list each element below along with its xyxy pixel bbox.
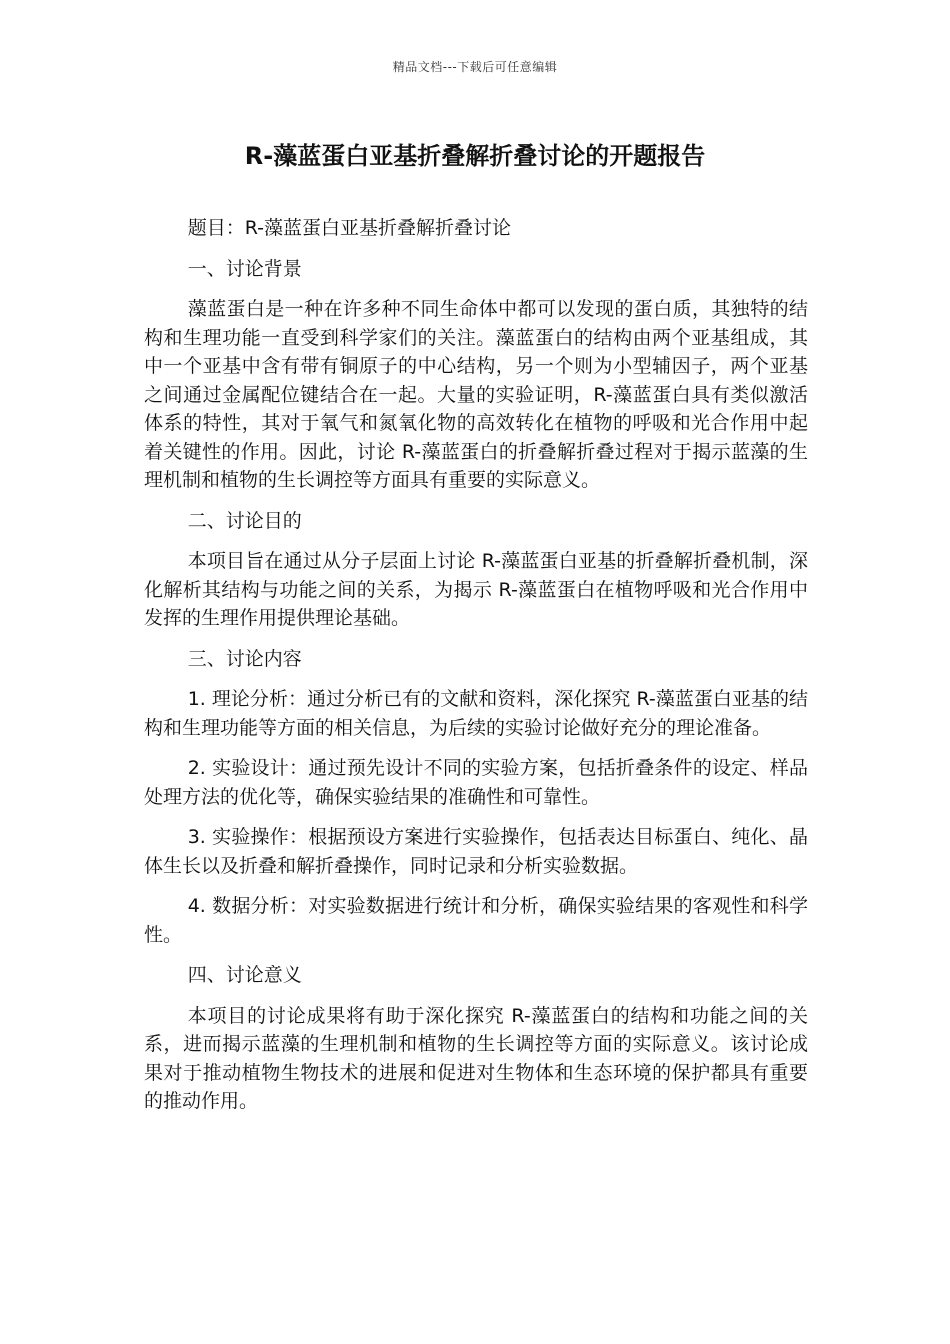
topic-line: 题目：R-藻蓝蛋白亚基折叠解折叠讨论: [187, 217, 511, 239]
section-heading-significance: 四、讨论意义: [187, 964, 302, 986]
content-item-analysis: 4. 数据分析：对实验数据进行统计和分析，确保实验结果的客观性和科学性。: [144, 895, 808, 946]
header-watermark: 精品文档---下载后可任意编辑: [392, 60, 558, 74]
document-title: R-藻蓝蛋白亚基折叠解折叠讨论的开题报告: [244, 142, 706, 170]
section-heading-content: 三、讨论内容: [187, 647, 302, 670]
background-paragraph: 藻蓝蛋白是一种在许多种不同生命体中都可以发现的蛋白质，其独特的结构和生理功能一直受到科学家们的关注。藻蓝蛋白的结构由两个亚基组成，其中一个亚基中含有带有铜原子的中心结构，另一个则为小型辅因子，两个亚基之间通过金属配位键结合在一起。大量的实验证明，R-藻蓝蛋白具有类似激活体系的特性，其对于氧气和氮氧化物的高效转化在植物的呼吸和光合作用中起着关键性的作用。因此，讨论 R-藻蓝蛋白的折叠解折叠过程对于揭示蓝藻的生理机制和植物的生长调控等方面具有重要的实际意义。: [144, 298, 808, 491]
content-item-theory: 1. 理论分析：通过分析已有的文献和资料，深化探究 R-藻蓝蛋白亚基的结构和生理功能等方面的相关信息，为后续的实验讨论做好充分的理论准备。: [144, 688, 808, 739]
significance-paragraph: 本项目的讨论成果将有助于深化探究 R-藻蓝蛋白的结构和功能之间的关系，进而揭示蓝藻的生理机制和植物的生长调控等方面的实际意义。该讨论成果对于推动植物生物技术的进展和促进对生物体和生态环境的保护都具有重要的推动作用。: [144, 1004, 808, 1112]
content-item-operation: 3. 实验操作：根据预设方案进行实验操作，包括表达目标蛋白、纯化、晶体生长以及折叠和解折叠操作，同时记录和分析实验数据。: [144, 826, 808, 877]
document-body: [144, 214, 808, 1128]
section-heading-purpose: 二、讨论目的: [187, 509, 302, 532]
section-heading-background: 一、讨论背景: [187, 257, 302, 280]
content-item-design: 2. 实验设计：通过预先设计不同的实验方案，包括折叠条件的设定、样品处理方法的优化等，确保实验结果的准确性和可靠性。: [144, 757, 808, 808]
purpose-paragraph: 本项目旨在通过从分子层面上讨论 R-藻蓝蛋白亚基的折叠解折叠机制，深化解析其结构与功能之间的关系，为揭示 R-藻蓝蛋白在植物呼吸和光合作用中发挥的生理作用提供理论基础。: [144, 550, 808, 629]
